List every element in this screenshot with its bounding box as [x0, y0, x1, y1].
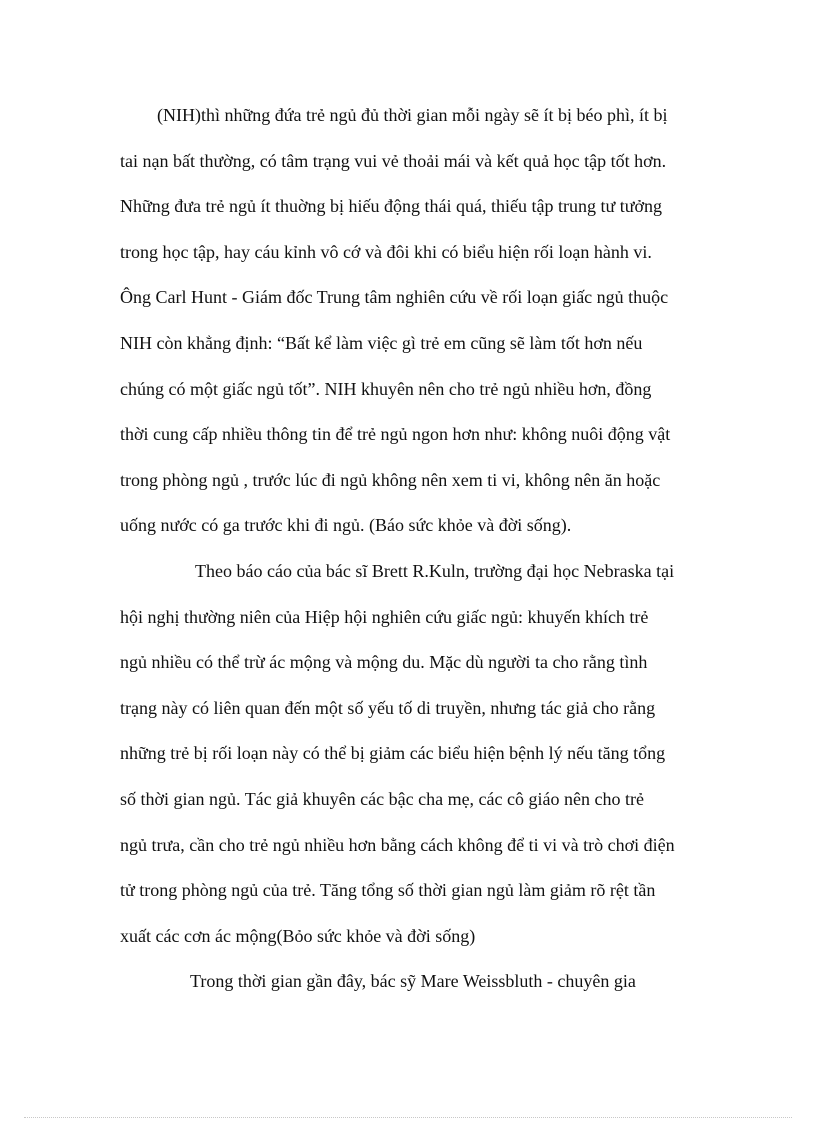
- text-line: trong học tập, hay cáu kỉnh vô cớ và đôi khi có biểu hiện rối loạn hành vi.: [120, 241, 652, 262]
- text-line: tai nạn bất thường, có tâm trạng vui vẻ thoải mái và kết quả học tập tốt hơn.: [120, 150, 667, 171]
- text-line: số thời gian ngủ. Tác giả khuyên các bậc cha mẹ, các cô giáo nên cho trẻ: [120, 788, 644, 809]
- text-line: hội nghị thường niên của Hiệp hội nghiên cứu giấc ngủ: khuyến khích trẻ: [120, 606, 649, 627]
- text-line: những trẻ bị rối loạn này có thể bị giảm các biểu hiện bệnh lý nếu tăng tổng: [120, 743, 666, 764]
- text-line: uống nước có ga trước khi đi ngủ. (Báo sức khỏe và đời sống).: [120, 515, 572, 536]
- text-line: chúng có một giấc ngủ tốt”. NIH khuyên nên cho trẻ ngủ nhiều hơn, đồng: [120, 378, 652, 399]
- text-line: (NIH)thì những đứa trẻ ngủ đủ thời gian mỗi ngày sẽ ít bị béo phì, ít bị: [157, 105, 668, 125]
- page-bottom-divider: [24, 1117, 792, 1118]
- text-line: Những đưa trẻ ngủ ít thuờng bị hiếu động thái quá, thiếu tập trung tư tưởng: [120, 196, 662, 217]
- body-text: [120, 96, 700, 1008]
- text-line: ngủ trưa, cần cho trẻ ngủ nhiều hơn bằng cách không để ti vi và trò chơi điện: [120, 834, 675, 855]
- text-line: tử trong phòng ngủ của trẻ. Tăng tổng số thời gian ngủ làm giảm rõ rệt tần: [120, 880, 656, 901]
- text-line: thời cung cấp nhiều thông tin để trẻ ngủ ngon hơn như: không nuôi động vật: [120, 424, 671, 445]
- text-line: ngủ nhiều có thể trừ ác mộng và mộng du. Mặc dù người ta cho rằng tình: [120, 652, 648, 673]
- text-line: trạng này có liên quan đến một số yếu tố di truyền, nhưng tác giả cho rằng: [120, 697, 656, 718]
- text-line: Trong thời gian gần đây, bác sỹ Mare Weissbluth - chuyên gia: [190, 971, 636, 992]
- text-line: NIH còn khẳng định: “Bất kể làm việc gì trẻ em cũng sẽ làm tốt hơn nếu: [120, 332, 643, 353]
- text-line: Theo báo cáo của bác sĩ Brett R.Kuln, trường đại học Nebraska tại: [195, 560, 675, 581]
- text-line: xuất các cơn ác mộng(Bỏo sức khỏe và đời sống): [120, 925, 476, 946]
- text-line: trong phòng ngủ , trước lúc đi ngủ không nên xem ti vi, không nên ăn hoặc: [120, 469, 661, 490]
- text-line: Ông Carl Hunt - Giám đốc Trung tâm nghiên cứu về rối loạn giấc ngủ thuộc: [120, 287, 669, 308]
